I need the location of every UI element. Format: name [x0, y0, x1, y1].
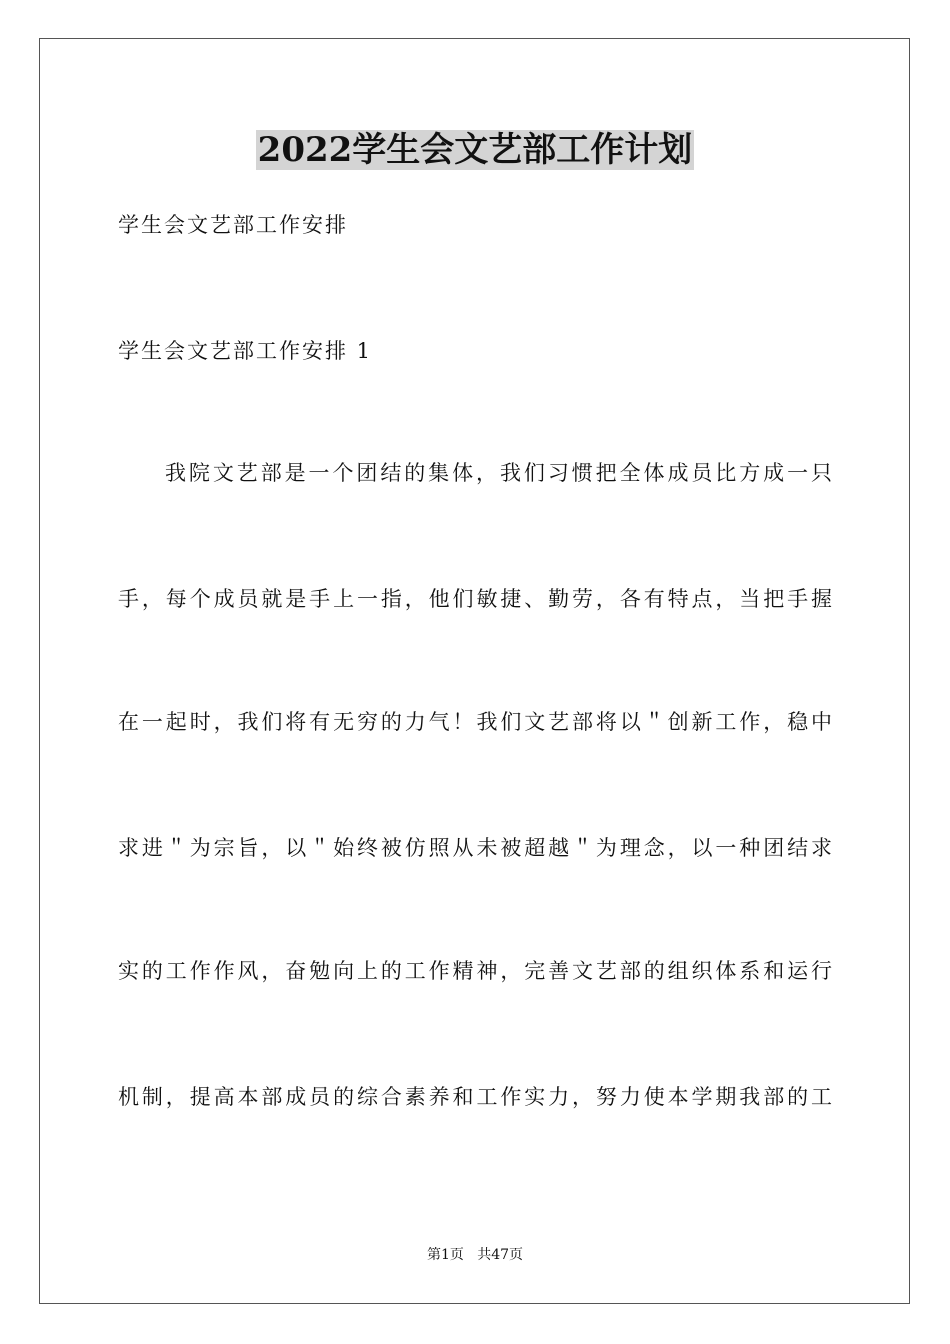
paragraph-line-6: 机制，提高本部成员的综合素养和工作实力，努力使本学期我部的工: [118, 1085, 832, 1109]
paragraph-line-3: 在一起时，我们将有无穷的力气！我们文艺部将以＂创新工作，稳中: [118, 710, 832, 734]
paragraph-line-4: 求进＂为宗旨，以＂始终被仿照从未被超越＂为理念，以一种团结求: [118, 836, 832, 860]
paragraph-line-2: 手，每个成员就是手上一指，他们敏捷、勤劳，各有特点，当把手握: [118, 587, 832, 611]
paragraph-line-5: 实的工作作风，奋勉向上的工作精神，完善文艺部的组织体系和运行: [118, 959, 832, 983]
section-heading-2: 学生会文艺部工作安排 1: [118, 339, 373, 363]
document-title: [0, 128, 950, 172]
section-heading-1: 学生会文艺部工作安排: [118, 213, 348, 237]
document-title-text: 2022学生会文艺部工作计划: [257, 130, 693, 170]
paragraph-line-1: 我院文艺部是一个团结的集体，我们习惯把全体成员比方成一只: [165, 461, 832, 485]
page-footer: 第1页 共47页: [426, 1247, 524, 1263]
